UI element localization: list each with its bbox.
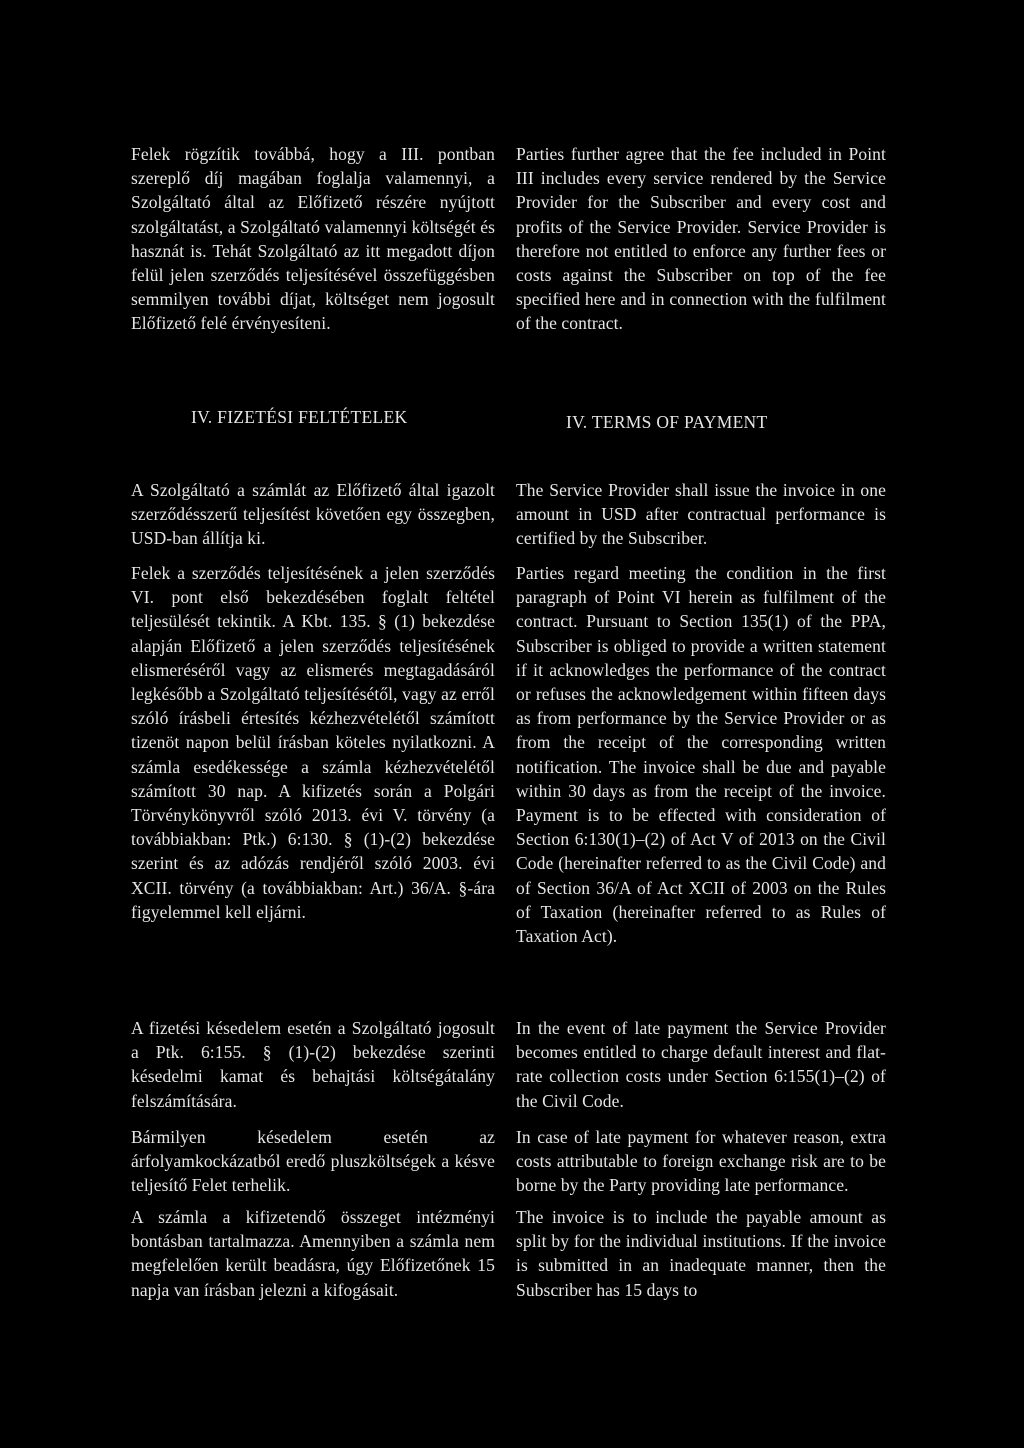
right-intro-paragraph: Parties further agree that the fee included in Point III includes every service rendered by the Service Provider for the Subscriber and every cost and profits of the Service Provider. Service Provider is therefore not entitled to enforce any further fees or costs against the Subscriber on top of the fee specified here and in connection with the fulfilment of the contract. (516, 144, 886, 334)
left-paragraph-1: A Szolgáltató a számlát az Előfizető által igazolt szerződésszerű teljesítést követően egy összegben, USD-ban állítja ki. (131, 480, 495, 549)
right-paragraph-1: The Service Provider shall issue the invoice in one amount in USD after contractual performance is certified by the Subscriber. (516, 480, 886, 549)
right-paragraph-3: In the event of late payment the Service Provider becomes entitled to charge default interest and flat-rate collection costs under Section 6:155(1)–(2) of the Civil Code. (516, 1018, 886, 1111)
left-section-heading: IV. FIZETÉSI FELTÉTELEK (191, 407, 408, 427)
right-section-heading: IV. TERMS OF PAYMENT (566, 412, 768, 432)
left-paragraph-3: A fizetési késedelem esetén a Szolgáltató jogosult a Ptk. 6:155. § (1)-(2) bekezdése szerinti késedelmi kamat és behajtási költségátalány felszámítására. (131, 1018, 495, 1111)
left-paragraph-2: Felek a szerződés teljesítésének a jelen szerződés VI. pont első bekezdésében foglalt feltétel teljesülését tekintik. A Kbt. 135. § (1) bekezdése alapján Előfizető a jelen szerződés teljesítésének elismeréséről vagy az elismerés megtagadásáról legkésőbb a Szolgáltató teljesítésétől, vagy az erről szóló írásbeli értesítés kézhezvételétől számított tizenöt napon belül írásban köteles nyilatkozni. A számla esedékessége a számla kézhezvételétől számított 30 nap. A kifizetés során a Polgári Törvénykönyvről szóló 2013. évi V. törvény (a továbbiakban: Ptk.) 6:130. § (1)-(2) bekezdése szerint és az adózás rendjéről szóló 2003. évi XCII. törvény (a továbbiakban: Art.) 36/A. §-ára figyelemmel kell eljárni. (131, 563, 495, 922)
right-paragraph-5: The invoice is to include the payable amount as split by for the individual institutions. If the invoice is submitted in an inadequate manner, then the Subscriber has 15 days to (516, 1207, 886, 1300)
left-paragraph-4: Bármilyen késedelem esetén az árfolyamkockázatból eredő pluszköltségek a késve teljesítő Felet terhelik. (131, 1127, 495, 1196)
left-intro-paragraph: Felek rögzítik továbbá, hogy a III. pontban szereplő díj magában foglalja valamennyi, a Szolgáltató által az Előfizető részére nyújtott szolgáltatást, a Szolgáltató valamennyi költségét és hasznát is. Tehát Szolgáltató az itt megadott díjon felül jelen szerződés teljesítésével összefüggésben semmilyen további díjat, költséget nem jogosult Előfizető felé érvényesíteni. (131, 144, 495, 334)
left-paragraph-5: A számla a kifizetendő összeget intézményi bontásban tartalmazza. Amennyiben a számla nem megfelelően került beadásra, úgy Előfizetőnek 15 napja van írásban jelezni a kifogásait. (131, 1207, 495, 1300)
right-paragraph-2: Parties regard meeting the condition in the first paragraph of Point VI herein as fulfilment of the contract. Pursuant to Section 135(1) of the PPA, Subscriber is obliged to provide a written statement if it acknowledges the performance of the contract or refuses the acknowledgement within fifteen days as from performance by the Service Provider or as from the receipt of the corresponding written notification. The invoice shall be due and payable within 30 days as from the receipt of the invoice. Payment is to be effected with consideration of Section 6:130(1)–(2) of Act V of 2013 on the Civil Code (hereinafter referred to as the Civil Code) and of Section 36/A of Act XCII of 2003 on the Rules of Taxation (hereinafter referred to as Rules of Taxation Act). (516, 563, 886, 947)
right-paragraph-4: In case of late payment for whatever reason, extra costs attributable to foreign exchange risk are to be borne by the Party providing late performance. (516, 1127, 886, 1196)
